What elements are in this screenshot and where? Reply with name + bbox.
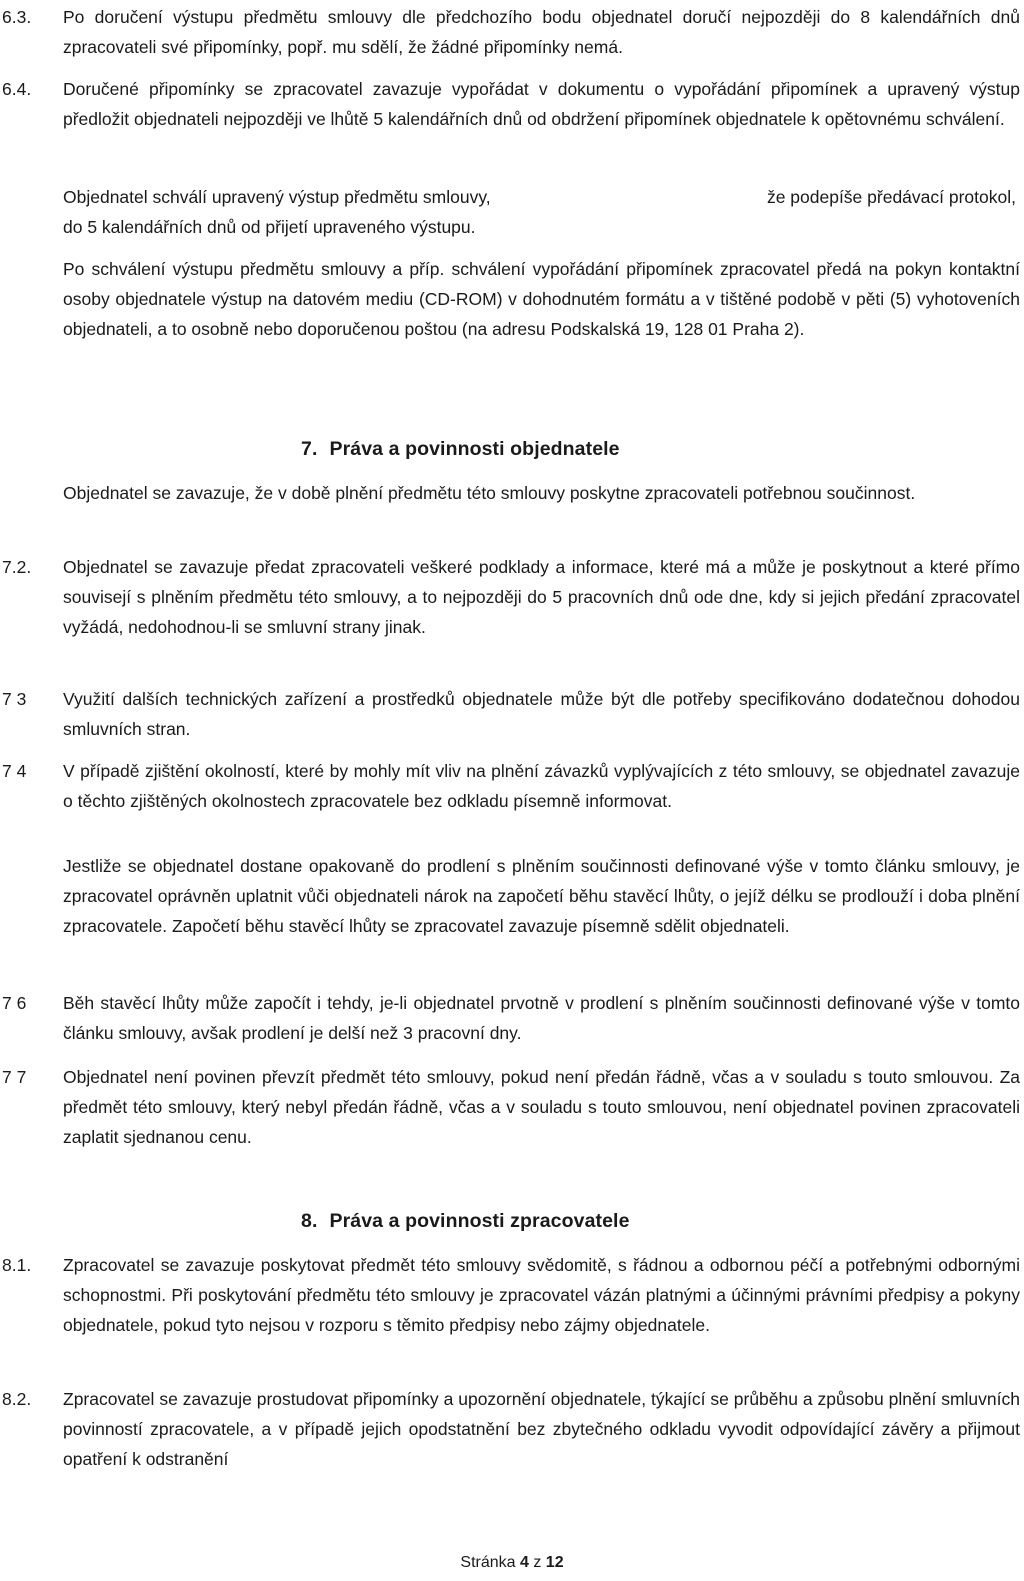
section-heading-8 [301, 1206, 630, 1236]
heading-8-title: Práva a povinnosti zpracovatele [329, 1210, 630, 1232]
paragraph-6-5 [63, 182, 1020, 242]
paragraph-7-6: Běh stavěcí lhůty může započít i tehdy, je-li objednatel prvotně v prodlení s plněním součinnosti definované výše v tomto článku smlouvy, avšak prodlení je delší než 3 pracovní dny. [63, 993, 1020, 1043]
section-number-6-3: 6.3. [2, 7, 32, 27]
section-number-7-2: 7.2. [2, 557, 32, 577]
paragraph-7-4: V případě zjištění okolností, které by mohly mít vliv na plnění závazků vyplývajících z této smlouvy, se objednatel zavazuje o těchto zjištěných okolnostech zpracovatele bez odkladu písemně informovat. [63, 761, 1020, 811]
footer-middle: z [528, 1554, 546, 1571]
paragraph-6-4: Doručené připomínky se zpracovatel zavazuje vypořádat v dokumentu o vypořádání připomínek a upravený výstup předložit objednateli nejpozději ve lhůtě 5 kalendářních dnů od obdržení připomínek objednatele k opětovnému schválení. [63, 79, 1020, 129]
paragraph-7-3: Využití dalších technických zařízení a prostředků objednatele může být dle potřeby specifikováno dodatečnou dohodou smluvních stran. [63, 689, 1020, 739]
section-number-8-2: 8.2. [2, 1389, 32, 1409]
paragraph-7-5: Jestliže se objednatel dostane opakovaně do prodlení s plněním součinnosti definované výše v tomto článku smlouvy, je zpracovatel oprávněn uplatnit vůči objednateli nárok na započetí běhu stavěcí lhůty, o jejíž délku se prodlouží i doba plnění zpracovatele. Započetí běhu stavěcí lhůty se zpracovatel zavazuje písemně sdělit objednateli. [63, 856, 1020, 936]
footer-prefix: Stránka [460, 1554, 520, 1571]
footer-page-total: 12 [545, 1554, 564, 1571]
section-heading-7 [301, 434, 620, 464]
section-number-8-1: 8.1. [2, 1255, 32, 1275]
heading-7-title: Práva a povinnosti objednatele [329, 438, 620, 460]
heading-7-number: 7. [301, 438, 318, 460]
paragraph-8-1: Zpracovatel se zavazuje poskytovat předmět této smlouvy svědomitě, s řádnou a odbornou péčí a potřebnými odbornými schopnostmi. Při poskytování předmětu této smlouvy je zpracovatel vázán platnými a účinnými právními předpisy a pokyny objednatele, pokud tyto nejsou v rozporu s těmito předpisy nebo zájmy objednatele. [63, 1255, 1020, 1335]
paragraph-8-2: Zpracovatel se zavazuje prostudovat připomínky a upozornění objednatele, týkající se průběhu a způsobu plnění smluvních povinností zpracovatele, a v případě jejich opodstatnění bez zbytečného odkladu vyvodit odpovídající závěry a přijmout opatření k odstranění [63, 1389, 1020, 1469]
section-number-7-6: 7 6 [2, 993, 27, 1013]
section-number-7-4: 7 4 [2, 761, 27, 781]
paragraph-6-6: Po schválení výstupu předmětu smlouvy a příp. schválení vypořádání připomínek zpracovatel předá na pokyn kontaktní osoby objednatele výstup na datovém mediu (CD-ROM) v dohodnutém formátu a v tištěné podobě v pěti (5) vyhotoveních objednateli, a to osobně nebo doporučenou poštou (na adresu Podskalská 19, 128 01 Praha 2). [63, 259, 1020, 339]
paragraph-6-5-right: že podepíše předávací protokol, [766, 187, 1016, 207]
section-number-6-4: 6.4. [2, 79, 32, 99]
footer-page-number: 4 [520, 1554, 529, 1571]
section-number-7-7: 7 7 [2, 1067, 27, 1087]
section-number-7-3: 7 3 [2, 689, 27, 709]
paragraph-6-3: Po doručení výstupu předmětu smlouvy dle předchozího bodu objednatel doručí nejpozději do 8 kalendářních dnů zpracovateli své připomínky, popř. mu sdělí, že žádné připomínky nemá. [63, 7, 1020, 57]
paragraph-7-7: Objednatel není povinen převzít předmět této smlouvy, pokud není předán řádně, včas a v souladu s touto smlouvou. Za předmět této smlouvy, který nebyl předán řádně, včas a v souladu s touto smlouvou, není objednatel povinen zpracovateli zaplatit sjednanou cenu. [63, 1067, 1020, 1147]
paragraph-7-2: Objednatel se zavazuje předat zpracovateli veškeré podklady a informace, které má a může je poskytnout a které přímo souvisejí s plněním předmětu této smlouvy, a to nejpozději do 5 pracovních dnů ode dne, kdy si jejich předání zpracovatel vyžádá, nedohodnou-li se smluvní strany jinak. [63, 557, 1020, 637]
paragraph-6-5-left: Objednatel schválí upravený výstup předmětu smlouvy, [63, 187, 491, 207]
paragraph-6-5-line2: do 5 kalendářních dnů od přijetí upraveného výstupu. [63, 217, 476, 237]
paragraph-7-1: Objednatel se zavazuje, že v době plnění předmětu této smlouvy poskytne zpracovateli potřebnou součinnost. [63, 483, 916, 503]
heading-8-number: 8. [301, 1210, 318, 1232]
page-footer [0, 1551, 1024, 1575]
